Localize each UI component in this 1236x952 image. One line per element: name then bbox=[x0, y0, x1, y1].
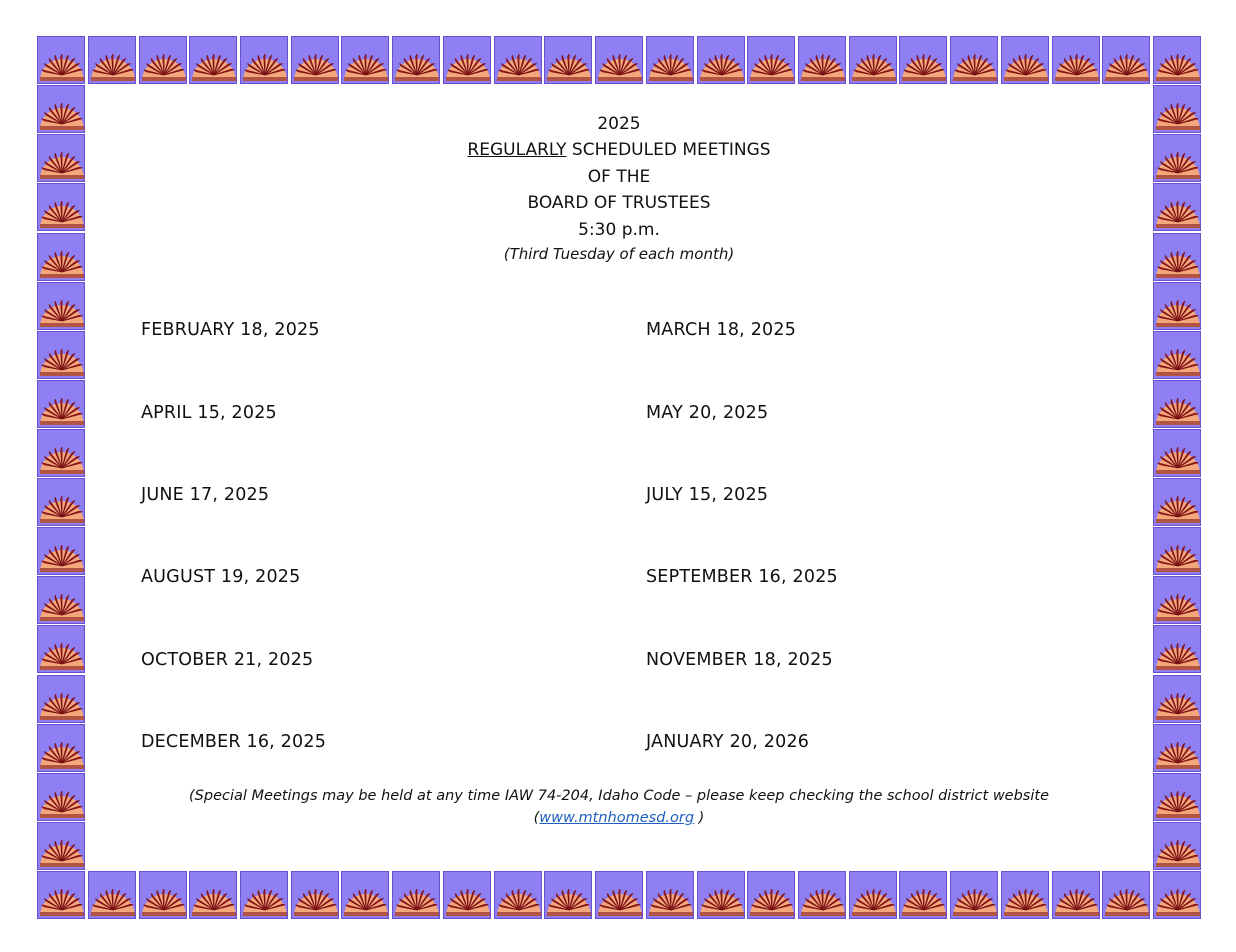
fan-icon bbox=[849, 871, 897, 919]
fan-icon bbox=[443, 36, 491, 84]
fan-icon bbox=[240, 871, 288, 919]
fan-icon bbox=[1153, 822, 1201, 870]
fan-icon bbox=[595, 871, 643, 919]
board-heading: BOARD OF TRUSTEES bbox=[527, 193, 711, 213]
fan-icon bbox=[1153, 183, 1201, 231]
fan-icon bbox=[37, 871, 85, 919]
fan-icon bbox=[1153, 871, 1201, 919]
fan-icon bbox=[139, 36, 187, 84]
meeting-date: AUGUST 19, 2025 bbox=[141, 567, 301, 587]
fan-icon bbox=[37, 380, 85, 428]
fan-icon bbox=[1153, 380, 1201, 428]
fan-icon bbox=[646, 36, 694, 84]
meeting-date: JANUARY 20, 2026 bbox=[646, 732, 810, 752]
fan-icon bbox=[443, 871, 491, 919]
meeting-date: OCTOBER 21, 2025 bbox=[141, 650, 314, 670]
meeting-date: DECEMBER 16, 2025 bbox=[141, 732, 327, 752]
fan-icon bbox=[1153, 773, 1201, 821]
fan-icon bbox=[88, 871, 136, 919]
fan-icon bbox=[37, 675, 85, 723]
time-heading: 5:30 p.m. bbox=[578, 220, 660, 240]
fan-icon bbox=[240, 36, 288, 84]
fan-icon bbox=[37, 527, 85, 575]
fan-icon bbox=[697, 36, 745, 84]
meeting-date: SEPTEMBER 16, 2025 bbox=[646, 567, 838, 587]
fan-icon bbox=[1153, 233, 1201, 281]
fan-icon bbox=[37, 429, 85, 477]
fan-icon bbox=[341, 871, 389, 919]
fan-icon bbox=[1153, 478, 1201, 526]
title-heading bbox=[85, 139, 1153, 161]
title-rest: SCHEDULED MEETINGS bbox=[566, 140, 771, 160]
fan-icon bbox=[1153, 724, 1201, 772]
fan-icon bbox=[494, 36, 542, 84]
close-paren: ) bbox=[694, 810, 705, 826]
fan-icon bbox=[544, 871, 592, 919]
regularly-underlined: REGULARLY bbox=[467, 140, 567, 160]
fan-icon bbox=[849, 36, 897, 84]
fan-icon bbox=[37, 36, 85, 84]
meeting-date: JUNE 17, 2025 bbox=[141, 485, 270, 505]
fan-icon bbox=[88, 36, 136, 84]
fan-icon bbox=[494, 871, 542, 919]
fan-icon bbox=[1153, 576, 1201, 624]
fan-icon bbox=[291, 871, 339, 919]
fan-icon bbox=[1052, 36, 1100, 84]
website-line bbox=[85, 808, 1153, 829]
fan-icon bbox=[798, 871, 846, 919]
fan-icon bbox=[798, 36, 846, 84]
fan-icon bbox=[697, 871, 745, 919]
district-website-link[interactable]: www.mtnhomesd.org bbox=[539, 810, 695, 826]
fan-icon bbox=[1153, 527, 1201, 575]
fan-icon bbox=[341, 36, 389, 84]
fan-icon bbox=[1153, 429, 1201, 477]
fan-icon bbox=[646, 871, 694, 919]
fan-icon bbox=[1001, 36, 1049, 84]
meeting-date: MARCH 18, 2025 bbox=[646, 320, 797, 340]
fan-icon bbox=[595, 36, 643, 84]
fan-icon bbox=[37, 822, 85, 870]
schedule-note: (Third Tuesday of each month) bbox=[503, 245, 735, 263]
fan-icon bbox=[37, 625, 85, 673]
fan-icon bbox=[1153, 85, 1201, 133]
fan-icon bbox=[747, 36, 795, 84]
fan-icon bbox=[950, 36, 998, 84]
meeting-date: APRIL 15, 2025 bbox=[141, 403, 277, 423]
fan-icon bbox=[139, 871, 187, 919]
fan-icon bbox=[1102, 871, 1150, 919]
fan-icon bbox=[1153, 36, 1201, 84]
fan-icon bbox=[37, 134, 85, 182]
fan-icon bbox=[1153, 331, 1201, 379]
fan-icon bbox=[37, 85, 85, 133]
open-paren: ( bbox=[533, 810, 540, 826]
meeting-schedule-page bbox=[85, 84, 1153, 870]
fan-icon bbox=[37, 282, 85, 330]
fan-icon bbox=[392, 36, 440, 84]
fan-icon bbox=[1153, 134, 1201, 182]
fan-icon bbox=[1153, 675, 1201, 723]
fan-icon bbox=[1153, 282, 1201, 330]
fan-icon bbox=[1001, 871, 1049, 919]
fan-icon bbox=[37, 773, 85, 821]
fan-icon bbox=[1102, 36, 1150, 84]
fan-icon bbox=[899, 36, 947, 84]
meeting-date: JULY 15, 2025 bbox=[646, 485, 769, 505]
fan-icon bbox=[37, 724, 85, 772]
fan-icon bbox=[37, 331, 85, 379]
fan-icon bbox=[392, 871, 440, 919]
fan-icon bbox=[747, 871, 795, 919]
fan-icon bbox=[37, 478, 85, 526]
fan-icon bbox=[1153, 625, 1201, 673]
fan-icon bbox=[291, 36, 339, 84]
special-meetings-note: (Special Meetings may be held at any time IAW 74-204, Idaho Code – please keep checking the school district website bbox=[189, 788, 1049, 804]
of-the-heading: OF THE bbox=[587, 167, 651, 187]
meeting-date: MAY 20, 2025 bbox=[646, 403, 769, 423]
fan-icon bbox=[189, 36, 237, 84]
fan-icon bbox=[1052, 871, 1100, 919]
fan-icon bbox=[544, 36, 592, 84]
fan-icon bbox=[37, 233, 85, 281]
fan-icon bbox=[189, 871, 237, 919]
fan-icon bbox=[37, 183, 85, 231]
fan-icon bbox=[950, 871, 998, 919]
fan-icon bbox=[37, 576, 85, 624]
meeting-date: NOVEMBER 18, 2025 bbox=[646, 650, 833, 670]
year-heading: 2025 bbox=[597, 114, 641, 134]
fan-icon bbox=[899, 871, 947, 919]
meeting-date: FEBRUARY 18, 2025 bbox=[141, 320, 320, 340]
